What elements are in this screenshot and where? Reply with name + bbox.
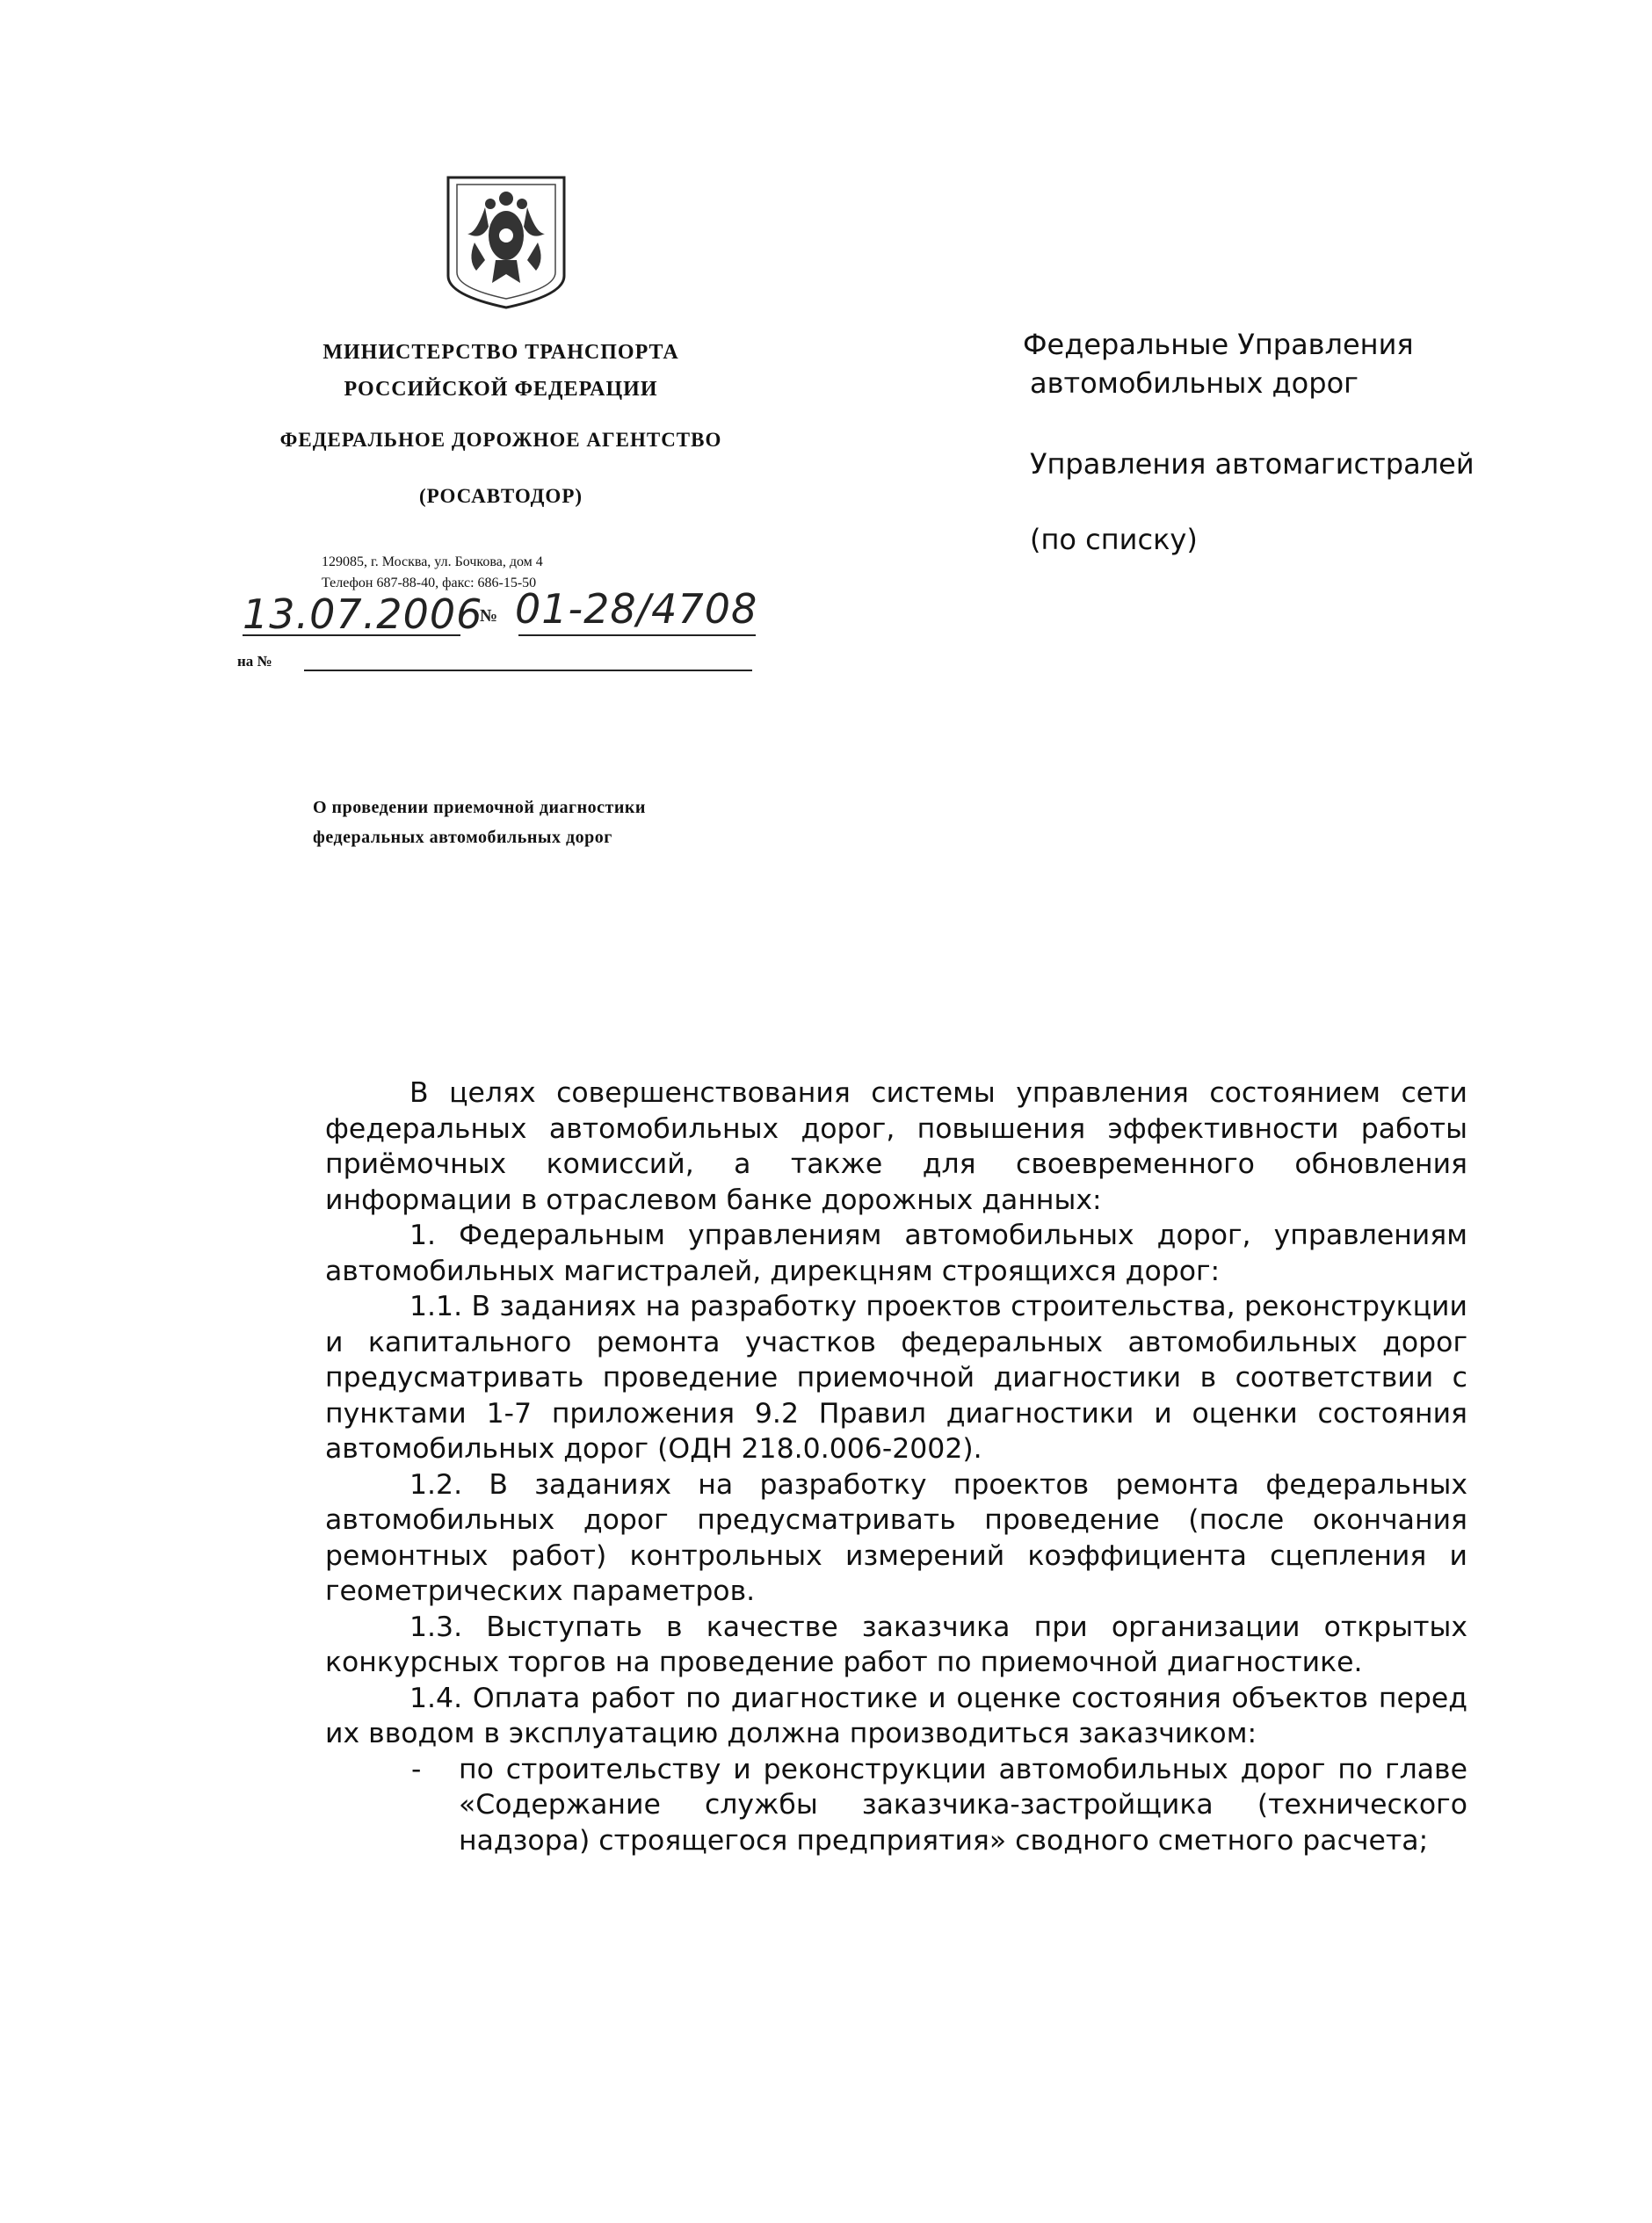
address-line: 129085, г. Москва, ул. Бочкова, дом 4 bbox=[322, 554, 543, 569]
agency-name: ФЕДЕРАЛЬНОЕ ДОРОЖНОЕ АГЕНТСТВО bbox=[279, 429, 722, 451]
body-intro-paragraph: В целях совершенствования системы управления состоянием сети федеральных автомобильных дорог, повышения эффективности работы приёмочных комиссий, а также для своевременного обновления информации в отраслевом банке дорожных данных: bbox=[325, 1077, 1467, 1216]
body-bullet-item bbox=[325, 1752, 1467, 1859]
coat-of-arms-emblem bbox=[441, 172, 571, 311]
agency-short-name: (РОСАВТОДОР) bbox=[418, 485, 583, 507]
recipient-line-3: Управления автомагистралей bbox=[1030, 447, 1474, 481]
recipient-block bbox=[1023, 325, 1414, 402]
reference-label: на № bbox=[237, 653, 272, 670]
body-paragraph-1-3: 1.3. Выступать в качестве заказчика при организации открытых конкурсных торгов на проведение работ по приемочной диагностике. bbox=[325, 1611, 1467, 1678]
subject-line-2: федеральных автомобильных дорог bbox=[313, 828, 612, 847]
date-underline bbox=[243, 634, 460, 636]
bullet-mark: - bbox=[411, 1753, 422, 1785]
date-number-line bbox=[243, 587, 770, 640]
ministry-name bbox=[237, 334, 764, 408]
ministry-line-2: РОССИЙСКОЙ ФЕДЕРАЦИИ bbox=[344, 378, 658, 401]
ministry-line-1: МИНИСТЕРСТВО ТРАНСПОРТА bbox=[322, 341, 679, 364]
letter-body bbox=[325, 1075, 1467, 1858]
recipient-line-1: Федеральные Управления bbox=[1023, 328, 1414, 361]
subject-line-1: О проведении приемочной диагностики bbox=[313, 798, 646, 817]
body-paragraph-1-1: 1.1. В заданиях на разработку проектов строительства, реконструкции и капитального ремонта участков федеральных автомобильных дорог предусматривать проведение приемочной диагностики в соответствии с пунктами 1-7 приложения 9.2 Правил диагностики и оценки состояния автомобильных дорог (ОДН 218.0.006-2002). bbox=[325, 1291, 1467, 1465]
body-paragraph-1: 1. Федеральным управлениям автомобильных дорог, управлениям автомобильных магистралей, дирекцням строящихся дорог: bbox=[325, 1220, 1467, 1287]
document-date: 13.07.2006 bbox=[243, 590, 483, 638]
recipient-line-4: (по списку) bbox=[1030, 523, 1198, 556]
body-paragraph-1-4: 1.4. Оплата работ по диагностике и оценке состояния объектов перед их вводом в эксплуатацию должна производиться заказчиком: bbox=[325, 1682, 1467, 1749]
number-sign: № bbox=[480, 606, 499, 626]
reference-underline bbox=[304, 670, 752, 671]
number-underline bbox=[518, 634, 756, 636]
document-number: 01-28/4708 bbox=[515, 585, 758, 633]
recipient-line-2: автомобильных дорог bbox=[1030, 366, 1359, 400]
letter-subject bbox=[313, 793, 646, 852]
phone-line: Телефон 687-88-40, факс: 686-15-50 bbox=[322, 576, 537, 590]
body-paragraph-1-2: 1.2. В заданиях на разработку проектов ремонта федеральных автомобильных дорог предусматривать проведение (после окончания ремонтных работ) контрольных измерений коэффициента сцепления и геометрических параметров. bbox=[325, 1468, 1467, 1607]
bullet-text: по строительству и реконструкции автомобильных дорог по главе «Содержание службы заказчика-застройщика (технического надзора) строящегося предприятия» сводного сметного расчета; bbox=[459, 1753, 1467, 1857]
